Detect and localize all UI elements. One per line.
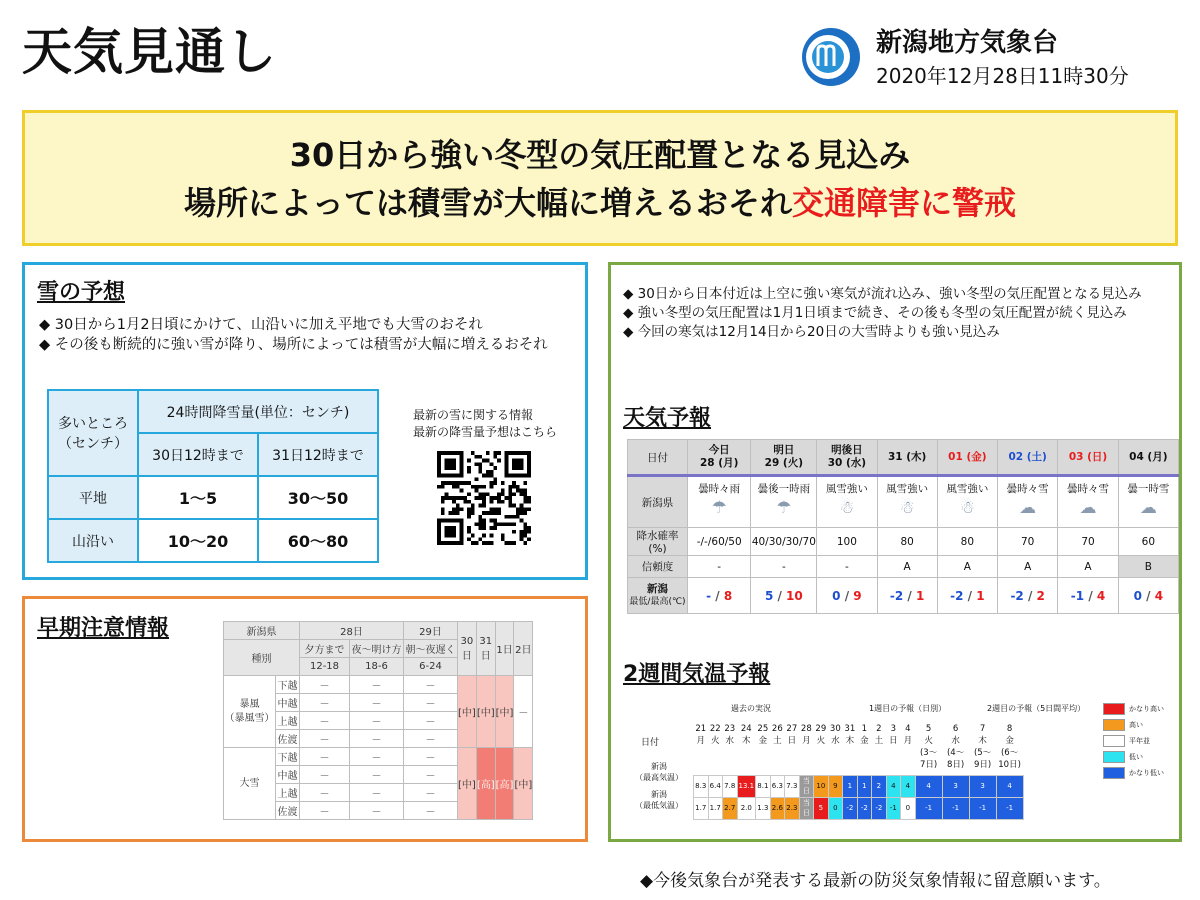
temp-legend (1103, 701, 1164, 781)
ew-dash: － (350, 802, 404, 820)
ew-time: 朝～夜遅く (404, 640, 458, 658)
ew-dash: － (404, 802, 458, 820)
wx-day-name: 31 (木) (887, 450, 927, 463)
wx-day-name: 明日 (773, 444, 795, 456)
legend-label: かなり高い (1129, 705, 1164, 713)
legend-item (1103, 749, 1164, 765)
ew-hours: 18-6 (350, 658, 404, 676)
wx-day (1118, 440, 1178, 476)
early-warning-table (223, 621, 533, 820)
outlook-bullet: ◆ 強い冬型の気圧配置は1月1日頃まで続き、その後も冬型の気圧配置が続く見込み (623, 305, 1127, 321)
wx-weather-text: 曇一時雪 (1127, 483, 1170, 495)
row-label: 山沿い (48, 519, 138, 562)
headline-box (22, 110, 1178, 246)
ew-area: 下越 (276, 676, 300, 694)
wx-weather (937, 476, 997, 528)
wx-weather-text: 風雪強い (946, 483, 989, 495)
tw-temp-cell: 6.3 (770, 775, 785, 797)
wx-temp-sep: / (1084, 588, 1097, 603)
outlook-bullet: ◆ 30日から日本付近は上空に強い寒気が流れ込み、強い冬型の気圧配置となる見込み (623, 286, 1142, 302)
tw-temp-cell: 4 (901, 775, 916, 797)
ew-dash: － (300, 766, 350, 784)
wx-rel: A (877, 556, 937, 578)
tw-date: 6 水 (4〜 8日) (946, 724, 965, 770)
wx-pop: 80 (877, 528, 937, 556)
tw-temp-cell: -1 (969, 797, 996, 819)
legend-label: 低い (1129, 753, 1143, 761)
tw-temp-cell: 4 (886, 775, 901, 797)
wx-day-name: 今日 (708, 444, 730, 456)
wx-weather-text: 風雪強い (825, 483, 868, 495)
tw-temp-cell: 2.6 (770, 797, 785, 819)
wx-temp-sep: / (1023, 588, 1037, 603)
tw-temp-cell: 1 (843, 775, 858, 797)
tw-group-past: 過去の実況 (731, 704, 771, 713)
snowman-icon: ☃ (839, 498, 855, 518)
wx-weather (997, 476, 1057, 528)
tw-temp-cell: 当日 (799, 797, 814, 819)
wx-pop: 60 (1118, 528, 1178, 556)
wx-temp (877, 578, 937, 614)
ew-kind: 種別 (224, 640, 300, 676)
wx-temp (937, 578, 997, 614)
tw-date: 29 火 (815, 724, 827, 746)
wx-pop: 80 (937, 528, 997, 556)
early-warning-panel (22, 596, 588, 842)
legend-label: 高い (1129, 721, 1143, 729)
wx-temp-min: -1 (1070, 588, 1085, 603)
wx-pop: 70 (997, 528, 1057, 556)
ew-dash: － (300, 694, 350, 712)
wx-weather-text: 曇時々雪 (1006, 483, 1049, 495)
tw-temp-cell: 3 (969, 775, 996, 797)
tw-temp-cell: -1 (942, 797, 969, 819)
tw-label-date: 日付 (641, 738, 660, 748)
tw-group-week2: 2週目の予報（5日間平均） (987, 704, 1086, 713)
wx-weather-text: 曇時々雪 (1067, 483, 1110, 495)
wx-day (687, 440, 750, 476)
tw-date: 8 金 (6〜 10日) (998, 724, 1021, 770)
wx-weather (1118, 476, 1178, 528)
wx-temp (1118, 578, 1178, 614)
legend-item (1103, 765, 1164, 781)
wx-label: 信頼度 (628, 556, 688, 578)
wx-pop: 70 (1058, 528, 1118, 556)
tw-temp-cell: 6.4 (708, 775, 723, 797)
wx-temp-sep: / (963, 588, 977, 603)
qr-note (413, 407, 557, 441)
tw-date: 7 木 (5〜 9日) (973, 724, 992, 770)
ew-date: 1日 (495, 622, 514, 676)
ew-dash: － (404, 730, 458, 748)
tw-date: 23 水 (724, 724, 736, 746)
wx-temp-sep: / (903, 588, 916, 603)
wx-rel: A (997, 556, 1057, 578)
tw-date: 27 日 (786, 724, 798, 746)
tw-temp-cell: 0 (901, 797, 916, 819)
ew-dash: － (300, 712, 350, 730)
outlook-bullet: ◆ 今回の寒気は12月14日から20日の大雪時よりも強い見込み (623, 324, 1000, 340)
tw-date: 28 月 (800, 724, 812, 746)
wx-weather-text: 曇後一時雨 (757, 483, 811, 495)
legend-swatch (1103, 703, 1125, 715)
ew-dash: － (404, 784, 458, 802)
ew-time: 夜～明け方 (350, 640, 404, 658)
ew-level: [中] (476, 676, 495, 748)
tw-date: 26 土 (771, 724, 783, 746)
wx-weather-text: 曇時々雨 (698, 483, 741, 495)
legend-label: 平年並 (1129, 737, 1150, 745)
outlook-bullets (623, 285, 1163, 342)
ew-date: 30日 (458, 622, 477, 676)
ew-area: 佐渡 (276, 802, 300, 820)
ew-dash: － (300, 676, 350, 694)
wx-temp-max: 4 (1096, 588, 1106, 603)
cloud-snow-icon: ☁ (1139, 498, 1157, 518)
table-corner: 多いところ （センチ） (48, 390, 138, 476)
wx-pop: 40/30/30/70 (751, 528, 817, 556)
ew-level: [中] (495, 676, 514, 748)
headline-line2-text: 場所によっては積雪が大幅に増えるおそれ (183, 184, 792, 222)
legend-item (1103, 717, 1164, 733)
wx-rel: - (751, 556, 817, 578)
wx-temp-min: 5 (764, 588, 774, 603)
forecast-title: 天気予報 (623, 406, 712, 431)
ew-level: － (514, 676, 533, 748)
publish-date: 2020年12月28日11時30分 (876, 64, 1129, 88)
snow-bullets (39, 315, 579, 355)
ew-time: 夕方まで (300, 640, 350, 658)
tw-date: 3 日 (889, 724, 898, 746)
tw-date: 30 水 (829, 724, 841, 746)
wx-pop: 100 (817, 528, 877, 556)
tw-temp-cell: 2.7 (723, 797, 738, 819)
table-cell: 1～5 (138, 476, 258, 519)
tw-date: 21 月 (695, 724, 707, 746)
ew-dash: － (404, 766, 458, 784)
ew-dash: － (300, 748, 350, 766)
tw-temp-cell: 1 (857, 775, 872, 797)
ew-dash: － (300, 730, 350, 748)
tw-date: 24 木 (740, 724, 752, 746)
ew-date: 28日 (300, 622, 404, 640)
wx-temp (817, 578, 877, 614)
wx-temp-min: -2 (950, 588, 964, 603)
ew-date: 2日 (514, 622, 533, 676)
wx-rel: - (817, 556, 877, 578)
wx-temp-sep: / (773, 588, 787, 603)
table-group-header: 24時間降雪量(単位：センチ) (138, 390, 378, 433)
cloud-rain-icon: ☂ (776, 498, 792, 518)
tw-group-week1: 1週目の予報（日別） (869, 704, 947, 713)
wx-temp-min: 0 (832, 588, 841, 603)
wx-temp (751, 578, 817, 614)
ew-area: 佐渡 (276, 730, 300, 748)
headline-line1: 30日から強い冬型の気圧配置となる見込み (289, 136, 911, 174)
wx-day (751, 440, 817, 476)
wx-temp (687, 578, 750, 614)
twoweek-title: 2週間気温予報 (623, 662, 771, 687)
cloud-rain-icon: ☂ (711, 498, 727, 518)
tw-temp-cell: 0 (828, 797, 843, 819)
ew-dash: － (350, 730, 404, 748)
wx-weather (687, 476, 750, 528)
ew-level: [中] (458, 748, 477, 820)
col-header: 30日12時まで (138, 433, 258, 476)
weekly-forecast-table (627, 439, 1179, 614)
tw-temp-cell: 3 (942, 775, 969, 797)
wx-weather-text: 風雪強い (886, 483, 929, 495)
wx-temp-label2: 最低/最高(℃) (629, 596, 686, 607)
wx-temp-max: 4 (1154, 588, 1164, 603)
table-cell: 60～80 (258, 519, 378, 562)
wx-label: 降水確率(%) (628, 528, 688, 556)
wx-day (1058, 440, 1118, 476)
legend-swatch (1103, 719, 1125, 731)
tw-temp-cell: 7.3 (785, 775, 800, 797)
wx-label (628, 578, 688, 614)
wx-weather (1058, 476, 1118, 528)
wx-rel: B (1118, 556, 1178, 578)
snow-forecast-panel (22, 262, 588, 580)
early-title: 早期注意情報 (37, 616, 170, 641)
snow-title: 雪の予想 (37, 280, 126, 305)
page-title: 天気見通し (22, 23, 277, 81)
tw-date: 2 土 (874, 724, 884, 746)
ew-dash: － (404, 676, 458, 694)
tw-temp-cell: -2 (872, 797, 887, 819)
tw-temp-cell: 9 (828, 775, 843, 797)
ew-dash: － (350, 694, 404, 712)
tw-temp-cell: 2.3 (785, 797, 800, 819)
jma-logo-icon (800, 26, 862, 88)
tw-temp-cell: 8.1 (756, 775, 771, 797)
wx-day-name: 01 (金) (948, 450, 987, 463)
tw-temp-cell: 1.7 (694, 797, 709, 819)
ew-dash: － (350, 676, 404, 694)
legend-swatch (1103, 751, 1125, 763)
ew-dash: － (404, 694, 458, 712)
ew-dash: － (350, 712, 404, 730)
ew-group-name: 大雪 (224, 748, 276, 820)
tw-date: 5 火 (3〜 7日) (919, 724, 938, 770)
ew-level: [中] (458, 676, 477, 748)
tw-temp-cell: -1 (996, 797, 1023, 819)
tw-temp-cell: 4 (915, 775, 942, 797)
ew-dash: － (300, 784, 350, 802)
ew-dash: － (404, 748, 458, 766)
wx-weather (877, 476, 937, 528)
tw-temp-cell: 7.8 (723, 775, 738, 797)
headline-line2 (25, 179, 1175, 227)
wx-day (937, 440, 997, 476)
tw-temp-cell: 4 (996, 775, 1023, 797)
tw-date: 31 木 (844, 724, 856, 746)
tw-label-min: 新潟 （最低気温） (635, 790, 683, 810)
tw-temp-cell: 2 (872, 775, 887, 797)
two-week-temp-table (693, 723, 1024, 820)
ew-level: [高] (476, 748, 495, 820)
tw-temp-cell: -1 (915, 797, 942, 819)
tw-temp-cell: 8.3 (694, 775, 709, 797)
tw-label-max: 新潟 （最高気温） (635, 762, 683, 782)
wx-temp-min: 0 (1133, 588, 1142, 603)
wx-pop: -/-/60/50 (687, 528, 750, 556)
wx-day-name: 明後日 (831, 444, 863, 456)
ew-hours: 6-24 (404, 658, 458, 676)
snowman-icon: ☃ (959, 498, 975, 518)
wx-temp-sep: / (840, 588, 854, 603)
legend-swatch (1103, 767, 1125, 779)
wx-temp-label: 新潟 (646, 582, 668, 595)
wx-temp-min: -2 (1010, 588, 1024, 603)
legend-swatch (1103, 735, 1125, 747)
snow-bullet: ◆ 30日から1月2日頃にかけて、山沿いに加え平地でも大雪のおそれ (39, 317, 483, 333)
legend-label: かなり低い (1129, 769, 1164, 777)
tw-temp-cell: 13.1 (737, 775, 756, 797)
row-label: 平地 (48, 476, 138, 519)
snow-bullet: ◆ その後も断続的に強い雪が降り、場所によっては積雪が大幅に増えるおそれ (39, 337, 548, 353)
wx-day-name: 04 (月) (1129, 450, 1168, 463)
wx-temp-max: 1 (916, 588, 925, 603)
wx-label: 新潟県 (628, 476, 688, 528)
wx-label: 日付 (628, 440, 688, 476)
snowfall-table (47, 389, 379, 563)
wx-temp-max: 9 (853, 588, 862, 603)
wx-day-name: 03 (日) (1068, 450, 1108, 463)
wx-temp (997, 578, 1057, 614)
ew-pref: 新潟県 (224, 622, 300, 640)
tw-temp-cell: -2 (843, 797, 858, 819)
ew-area: 上越 (276, 712, 300, 730)
wx-temp-max: 8 (723, 588, 733, 603)
wx-temp (1058, 578, 1118, 614)
ew-date: 29日 (404, 622, 458, 640)
tw-date: 4 月 (903, 724, 913, 746)
wx-rel: A (937, 556, 997, 578)
wx-temp-sep: / (1141, 588, 1155, 603)
ew-group-name: 暴風 （暴風雪） (224, 676, 276, 748)
tw-temp-cell: 10 (814, 775, 829, 797)
tw-temp-cell: 当日 (799, 775, 814, 797)
wx-temp-max: 2 (1036, 588, 1045, 603)
tw-temp-cell: 2.0 (737, 797, 756, 819)
col-header: 31日12時まで (258, 433, 378, 476)
cloud-snow-icon: ☁ (1079, 498, 1097, 518)
footer-note: ◆今後気象台が発表する最新の防災気象情報に留意願います。 (640, 871, 1111, 891)
tw-temp-cell: 1.7 (708, 797, 723, 819)
wx-temp-max: 10 (786, 588, 803, 603)
ew-date: 31日 (476, 622, 495, 676)
snowman-icon: ☃ (899, 498, 915, 518)
ew-dash: － (350, 766, 404, 784)
table-cell: 10～20 (138, 519, 258, 562)
outlook-panel (608, 262, 1182, 842)
wx-day-date: 28 (月) (700, 457, 739, 469)
tw-temp-cell: 5 (814, 797, 829, 819)
ew-dash: － (300, 802, 350, 820)
ew-level: [高] (495, 748, 514, 820)
wx-day (997, 440, 1057, 476)
ew-hours: 12-18 (300, 658, 350, 676)
wx-day-date: 29 (火) (764, 457, 804, 469)
legend-item (1103, 733, 1164, 749)
agency-name: 新潟地方気象台 (876, 28, 1059, 58)
ew-area: 中越 (276, 694, 300, 712)
qr-note-line: 最新の降雪量予想はこちら (413, 425, 558, 439)
ew-dash: － (350, 748, 404, 766)
tw-date: 1 金 (860, 724, 869, 746)
table-cell: 30～50 (258, 476, 378, 519)
wx-weather (817, 476, 877, 528)
wx-rel: - (687, 556, 750, 578)
wx-day (817, 440, 877, 476)
wx-temp-sep: / (711, 588, 724, 603)
wx-day-name: 02 (土) (1008, 450, 1047, 463)
tw-date: 22 火 (709, 724, 721, 746)
ew-area: 下越 (276, 748, 300, 766)
tw-date: 25 金 (757, 724, 769, 746)
headline-warning: 交通障害に警戒 (792, 184, 1017, 222)
ew-area: 上越 (276, 784, 300, 802)
ew-dash: － (350, 784, 404, 802)
tw-temp-cell: 1.3 (756, 797, 771, 819)
wx-day-date: 30 (水) (827, 457, 867, 469)
tw-temp-cell: -2 (857, 797, 872, 819)
wx-temp-min: - (706, 588, 712, 603)
ew-dash: － (404, 712, 458, 730)
wx-rel: A (1058, 556, 1118, 578)
ew-area: 中越 (276, 766, 300, 784)
ew-level: [中] (514, 748, 533, 820)
wx-temp-max: 1 (976, 588, 985, 603)
wx-weather (751, 476, 817, 528)
wx-temp-min: -2 (889, 588, 904, 603)
tw-temp-cell: -1 (886, 797, 901, 819)
qr-code-icon[interactable] (437, 451, 531, 545)
qr-note-line: 最新の雪に関する情報 (413, 408, 534, 422)
legend-item (1103, 701, 1164, 717)
cloud-snow-icon: ☁ (1019, 498, 1037, 518)
wx-day (877, 440, 937, 476)
